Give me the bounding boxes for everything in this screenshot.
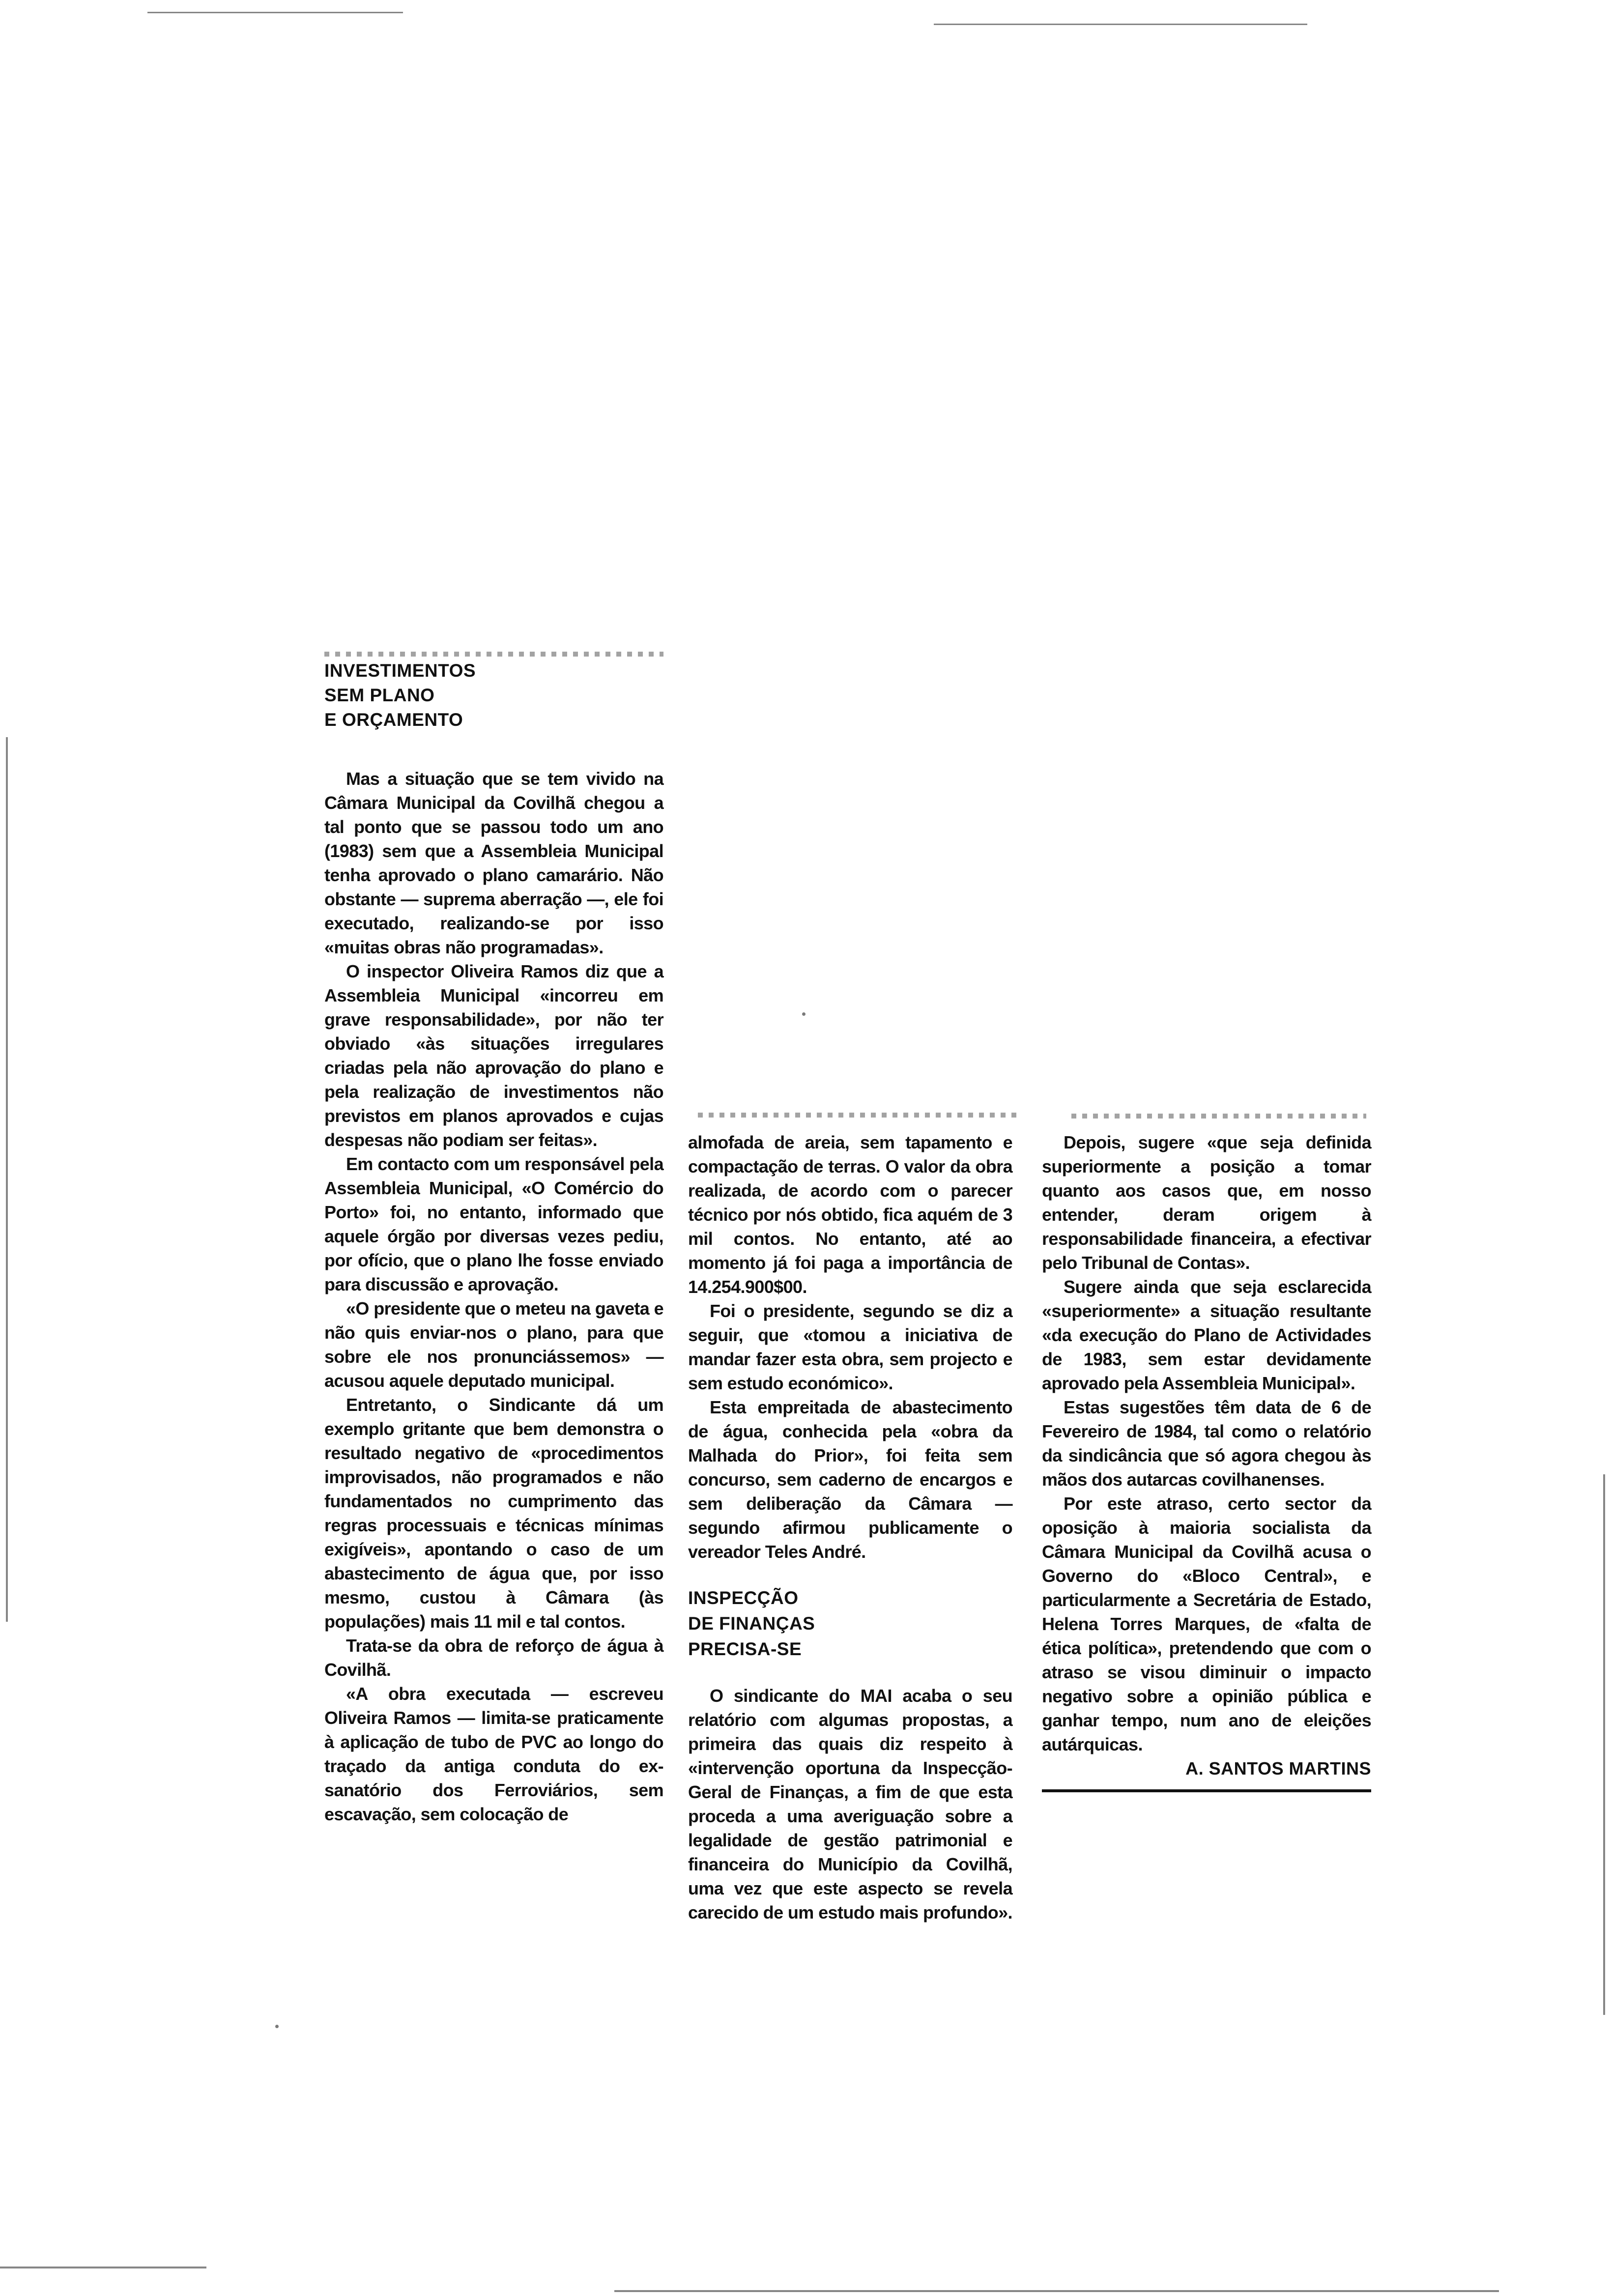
end-rule (1042, 1789, 1371, 1792)
column-top-smudge (1071, 1114, 1366, 1119)
paragraph: «A obra executada — escreveu Oliveira Ramos — limita-se praticamente à aplicação de tubo de PVC ao longo do traçado da antiga conduta do ex-sanatório dos Ferroviários, sem escavação, sem colocação de (324, 1684, 663, 1824)
scan-edge-left (6, 737, 8, 1622)
subheading-line-3: PRECISA-SE (688, 1639, 802, 1659)
scan-edge-bottom (0, 2267, 206, 2268)
subheading-line-2: DE FINANÇAS (688, 1613, 815, 1634)
author-signature: A. SANTOS MARTINS (1185, 1758, 1371, 1779)
paragraph: Entretanto, o Sindicante dá um exemplo gritante que bem demonstra o resultado negativo de «procedimentos improvisados, não programados e não fundamentados no cumprimento das regras processuais e técnicas mínimas exigíveis», apontando o caso de um abastecimento de água que, por isso mesmo, custou à Câmara (às populações) mais 11 mil e tal contos. (324, 1395, 663, 1632)
paragraph: Mas a situação que se tem vivido na Câmara Municipal da Covilhã chegou a tal ponto que se passou todo um ano (1983) sem que a Assembleia Municipal tenha aprovado o plano camarário. Não obstante — suprema aberração —, ele foi executado, realizando-se por isso «muitas obras não programadas». (324, 769, 663, 957)
paragraph: Sugere ainda que seja esclarecida «superiormente» a situação resultante «da execução do Plano de Actividades de 1983, sem estar devidamente aprovado pela Assembleia Municipal». (1042, 1277, 1371, 1393)
article-column-3 (1042, 1130, 1371, 1792)
subheading-line-1: INSPECÇÃO (688, 1588, 799, 1608)
paragraph: «O presidente que o meteu na gaveta e não quis enviar-nos o plano, para que sobre ele nos pronunciássemos» — acusou aquele deputado municipal. (324, 1298, 664, 1391)
article-heading-line-1: INVESTIMENTOS (324, 660, 476, 681)
paragraph: O sindicante do MAI acaba o seu relatório com algumas propostas, a primeira das quais diz respeito à «intervenção oportuna da Inspecção-Geral de Finanças, a fim de que esta proceda a uma averiguação sobre a legalidade de gestão patrimonial e financeira do Município da Covilhã, uma vez que este aspecto se revela carecido de um estudo mais profundo». (688, 1686, 1012, 1923)
paragraph: Trata-se da obra de reforço de água à Covilhã. (324, 1636, 663, 1680)
paragraph: Em contacto com um responsável pela Assembleia Municipal, «O Comércio do Porto» foi, no entanto, informado que aquele órgão por diversas vezes pediu, por ofício, que o plano lhe fosse enviado para discussão e aprovação. (324, 1154, 663, 1294)
paragraph: Foi o presidente, segundo se diz a seguir, que «tomou a iniciativa de mandar fazer esta obra, sem projecto e sem estudo económico». (688, 1301, 1012, 1393)
scan-edge-bottom (614, 2290, 1499, 2292)
paragraph: almofada de areia, sem tapamento e compactação de terras. O valor da obra realizada, de acordo com o parecer técnico por nós obtido, fica aquém de 3 mil contos. No entanto, até ao momento já foi paga a importância de 14.254.900$00. (688, 1132, 1012, 1297)
article-heading-line-2: SEM PLANO (324, 685, 435, 705)
paragraph: Depois, sugere «que seja definida superiormente a posição a tomar quanto aos casos que, em nosso entender, deram origem à responsabilidade financeira, a efectivar pelo Tribunal de Contas». (1042, 1132, 1371, 1273)
article-heading-line-3: E ORÇAMENTO (324, 710, 463, 730)
scan-speck (275, 2025, 279, 2028)
scan-edge-right (1603, 1474, 1605, 2015)
paragraph: Por este atraso, certo sector da oposição à maioria socialista da Câmara Municipal da Covilhã acusa o Governo do «Bloco Central», e particularmente a Secretária de Estado, Helena Torres Marques, de «falta de ética política», pretendendo que com o atraso se visou diminuir o impacto negativo sobre a opinião pública e ganhar tempo, num ano de eleições autárquicas. (1042, 1493, 1371, 1754)
paragraph: O inspector Oliveira Ramos diz que a Assembleia Municipal «incorreu em grave responsabilidade», por não ter obviado «às situações irregulares criadas pela não aprovação do plano e pela realização de investimentos não previstos em planos aprovados e cujas despesas não podiam ser feitas». (324, 961, 663, 1150)
paragraph: Estas sugestões têm data de 6 de Fevereiro de 1984, tal como o relatório da sindicância que só agora chegou às mãos dos autarcas covilhanenses. (1042, 1397, 1371, 1490)
scan-edge-top (147, 12, 403, 13)
heading-smudge (324, 652, 663, 657)
column-top-smudge (698, 1113, 1017, 1118)
scan-edge-top (934, 24, 1307, 25)
article-column-2 (688, 1130, 1012, 1924)
paragraph: Esta empreitada de abastecimento de água, conhecida pela «obra da Malhada do Prior», foi feita sem concurso, sem caderno de encargos e sem deliberação da Câmara — segundo afirmou publicamente o vereador Teles André. (688, 1397, 1012, 1562)
article-column-1 (324, 659, 663, 1826)
scan-speck (802, 1012, 806, 1016)
